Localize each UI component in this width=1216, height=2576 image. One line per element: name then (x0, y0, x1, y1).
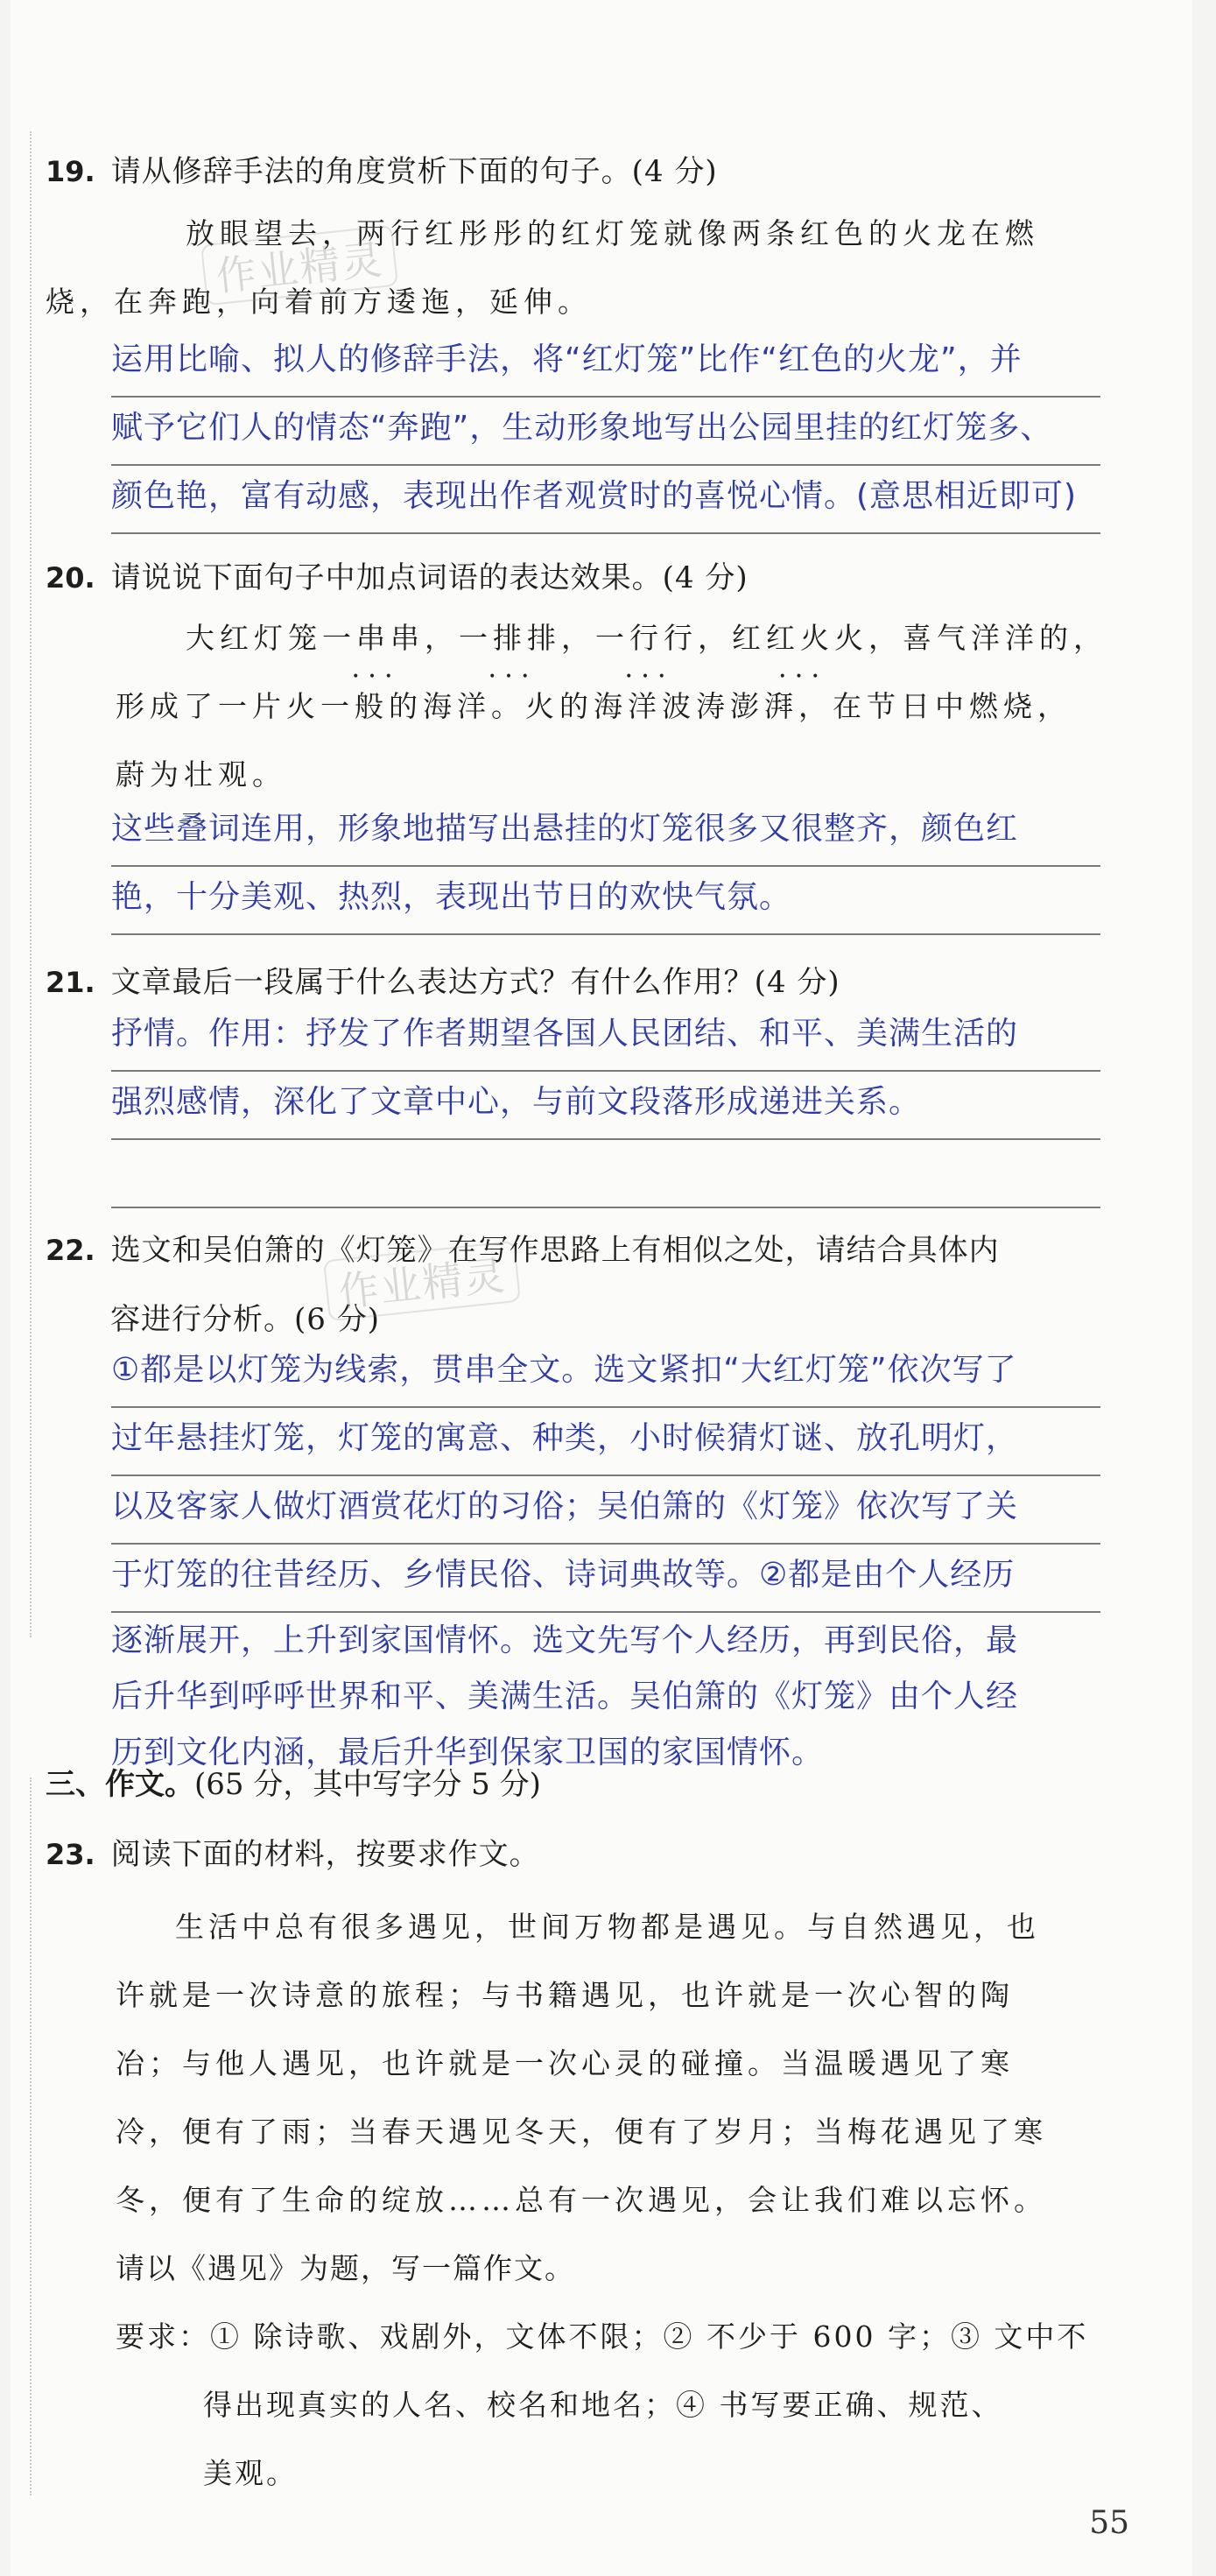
question-21 (46, 958, 840, 1001)
question-21-answer (111, 1003, 1100, 1208)
answer-line: 颜色艳，富有动感，表现出作者观赏时的喜悦心情。(意思相近即可) (111, 466, 1100, 534)
question-23 (46, 1830, 540, 1873)
material-line: 许就是一次诗意的旅程；与书籍遇见，也许就是一次心智的陶 (116, 1978, 1014, 2012)
watermark: 作业精灵 (323, 1241, 521, 1322)
dotted-word: 一排排 • • • (459, 604, 561, 672)
material-line: 冬，便有了生命的绽放……总有一次遇见，会让我们难以忘怀。 (116, 2183, 1047, 2217)
margin-rule (30, 1777, 32, 2495)
material-line: 冷，便有了雨；当春天遇见冬天，便有了岁月；当梅花遇见了寒 (116, 2115, 1047, 2149)
question-prompt: 文章最后一段属于什么表达方式？有什么作用？(4 分) (110, 965, 840, 1000)
essay-task: 请以《遇见》为题，写一篇作文。 (116, 2251, 575, 2285)
question-22 (46, 1226, 1114, 1338)
requirement-line: 要求：① 除诗歌、戏剧外，文体不限；② 不少于 600 字；③ 文中不 (116, 2319, 1089, 2354)
question-number: 21. (46, 966, 95, 999)
question-number: 22. (46, 1234, 95, 1267)
watermark: 作业精灵 (200, 225, 398, 306)
answer-line: 逐渐展开，上升到家国情怀。选文先写个人经历，再到民俗，最 (111, 1622, 1019, 1658)
material-line: 生活中总有很多遇见，世间万物都是遇见。与自然遇见，也 (175, 1910, 1040, 1944)
requirement-line: 美观。 (203, 2456, 298, 2490)
answer-line: 后升华到呼呼世界和平、美满生活。吴伯箫的《灯笼》由个人经 (111, 1679, 1019, 1714)
question-19 (46, 147, 718, 190)
question-prompt: 阅读下面的材料，按要求作文。 (110, 1837, 540, 1872)
question-20-answer (111, 799, 1100, 935)
answer-line: 抒情。作用：抒发了作者期望各国人民团结、和平、美满生活的 (111, 1003, 1100, 1072)
quote-line: 大红灯笼一串串 • • •，一排排 • • •，一行行 • • •，红红火火 • • •，喜气洋洋的， (116, 604, 1105, 672)
answer-line-blank (111, 1140, 1100, 1208)
quote-line: 烧，在奔跑，向着前方逶迤，延伸。 (46, 285, 592, 319)
question-prompt: 请从修辞手法的角度赏析下面的句子。(4 分) (110, 154, 718, 189)
quote-text: 喜气洋洋 (903, 621, 1039, 655)
margin-rule (30, 131, 32, 1637)
question-prompt: 选文和吴伯箫的《灯笼》在写作思路上有相似之处，请结合具体内 (110, 1233, 1000, 1268)
section-note: (65 分，其中写字分 5 分) (194, 1767, 541, 1802)
question-22-answer (111, 1340, 1100, 1781)
question-number: 20. (46, 561, 95, 595)
essay-requirements (116, 2303, 1114, 2508)
requirement-line: 得出现真实的人名、校名和地名；④ 书写要正确、规范、 (203, 2388, 1003, 2422)
quote-line: 放眼望去，两行红彤彤的红灯笼就像两条红色的火龙在燃 (186, 216, 1039, 250)
question-20-quote (116, 604, 1105, 809)
workbook-page (11, 0, 1192, 2576)
answer-line: 赋予它们人的情态“奔跑”，生动形象地写出公园里挂的红灯笼多、 (111, 398, 1100, 466)
section-title: 三、作文。 (46, 1767, 194, 1802)
question-prompt: 请说说下面句子中加点词语的表达效果。(4 分) (110, 560, 749, 595)
dotted-word: 一串串 • • • (322, 604, 425, 672)
question-20 (46, 553, 749, 596)
question-number: 23. (46, 1838, 95, 1871)
answer-line: 于灯笼的往昔经历、乡情民俗、诗词典故等。②都是由个人经历 (111, 1545, 1100, 1613)
section-heading (46, 1760, 541, 1803)
answer-line: ①都是以灯笼为线索，贯串全文。选文紧扣“大红灯笼”依次写了 (111, 1340, 1100, 1408)
answer-line: 强烈感情，深化了文章中心，与前文段落形成递进关系。 (111, 1072, 1100, 1140)
answer-line: 历到文化内涵，最后升华到保家卫国的家国情怀。 (111, 1735, 825, 1770)
question-prompt: 容进行分析。(6 分) (110, 1302, 380, 1337)
answer-line: 过年悬挂灯笼，灯笼的寓意、种类，小时候猜灯谜、放孔明灯， (111, 1408, 1100, 1476)
answer-line: 艳，十分美观、热烈，表现出节日的欢快气氛。 (111, 867, 1100, 935)
material-line: 冶；与他人遇见，也许就是一次心灵的碰撞。当温暖遇见了寒 (116, 2046, 1014, 2080)
essay-material (116, 1893, 1114, 2303)
quote-line: 形成了一片火一般的海洋。火的海洋波涛澎湃，在节日中燃烧， (116, 689, 1072, 723)
answer-line: 运用比喻、拟人的修辞手法，将“红灯笼”比作“红色的火龙”，并 (111, 329, 1100, 398)
question-19-answer (111, 329, 1100, 534)
answer-line: 以及客家人做灯酒赏花灯的习俗；吴伯箫的《灯笼》依次写了关 (111, 1476, 1100, 1545)
quote-line: 蔚为壮观。 (116, 757, 286, 792)
dotted-word: 红红火火 • • • (732, 604, 868, 672)
question-number: 19. (46, 155, 95, 188)
answer-line: 这些叠词连用，形象地描写出悬挂的灯笼很多又很整齐，颜色红 (111, 799, 1100, 867)
dotted-word: 一行行 • • • (595, 604, 698, 672)
page-number: 55 (1089, 2505, 1129, 2541)
